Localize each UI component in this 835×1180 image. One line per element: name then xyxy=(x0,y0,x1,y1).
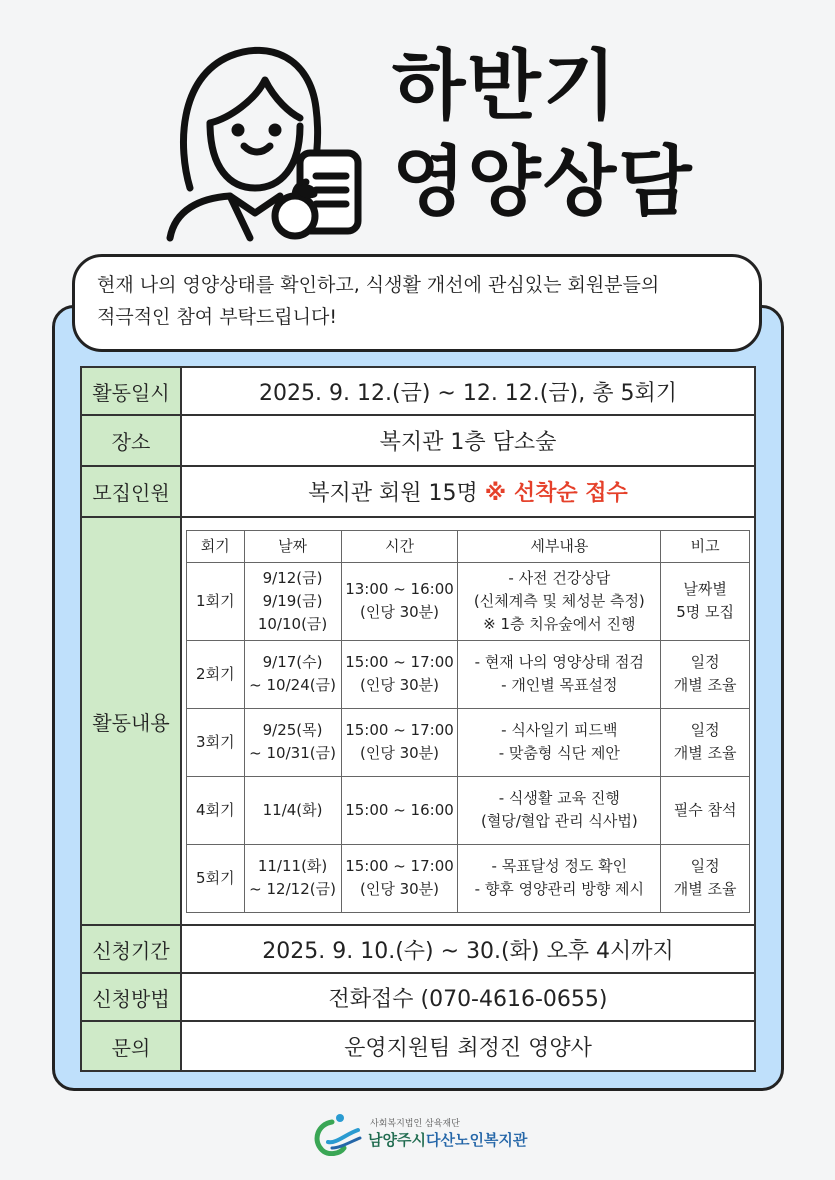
intro-line-1: 현재 나의 영양상태를 확인하고, 식생활 개선에 관심있는 회원분들의 xyxy=(97,274,660,296)
apply-period-value: 2025. 9. 10.(수) ~ 30.(화) 오후 4시까지 xyxy=(181,925,755,973)
details-cell-line: - 식생활 교육 진행 xyxy=(498,789,620,807)
date-cell xyxy=(244,562,341,640)
period-value: 2025. 9. 12.(금) ~ 12. 12.(금), 총 5회기 xyxy=(181,367,755,415)
info-row-place xyxy=(81,415,755,466)
session-cell: 2회기 xyxy=(187,640,245,708)
recruit-value: 복지관 회원 15명 xyxy=(308,481,478,506)
time-cell xyxy=(341,640,458,708)
time-cell-line: (인당 30분) xyxy=(359,676,440,694)
details-cell xyxy=(458,776,661,844)
note-cell xyxy=(661,776,750,844)
time-cell-line: 15:00 ~ 17:00 xyxy=(345,857,454,875)
date-cell-line: 10/10(금) xyxy=(257,614,328,633)
details-cell-line: - 맞춤형 식단 제안 xyxy=(498,744,620,762)
header-time: 시간 xyxy=(341,530,458,562)
header-note: 비고 xyxy=(661,530,750,562)
session-cell: 1회기 xyxy=(187,562,245,640)
date-cell-line: 9/25(목) xyxy=(262,721,323,739)
header-date: 날짜 xyxy=(244,530,341,562)
details-cell-line: - 현재 나의 영양상태 점검 xyxy=(474,653,645,671)
note-cell xyxy=(661,708,750,776)
date-cell-line: ~ 10/24(금) xyxy=(249,676,336,694)
details-cell-line: - 향후 영양관리 방향 제시 xyxy=(474,880,645,898)
details-cell-line: (신체계측 및 체성분 측정) xyxy=(473,591,645,610)
date-cell xyxy=(244,844,341,912)
date-cell-line: ~ 10/31(금) xyxy=(249,744,336,762)
date-cell xyxy=(244,640,341,708)
date-cell-line: 9/17(수) xyxy=(262,653,323,671)
title-line-1: 하반기 xyxy=(392,41,619,130)
schedule-row xyxy=(187,844,750,912)
header-details: 세부내용 xyxy=(458,530,661,562)
page-title xyxy=(392,38,694,230)
details-cell-line: ※ 1층 치유숲에서 진행 xyxy=(483,614,636,633)
contact-value: 운영지원팀 최정진 영양사 xyxy=(181,1021,755,1071)
schedule-table xyxy=(186,530,750,913)
time-cell xyxy=(341,562,458,640)
org-name-part2: 다산노인복지관 xyxy=(425,1131,528,1149)
note-cell-line: 날짜별 xyxy=(683,580,727,598)
session-cell: 4회기 xyxy=(187,776,245,844)
time-cell xyxy=(341,776,458,844)
footer xyxy=(310,1112,540,1156)
session-cell: 3회기 xyxy=(187,708,245,776)
note-cell-line: 일정 xyxy=(690,721,720,739)
note-cell xyxy=(661,844,750,912)
details-cell xyxy=(458,708,661,776)
apply-period-label: 신청기간 xyxy=(81,925,181,973)
recruit-note: ※ 선착순 접수 xyxy=(484,481,628,506)
time-cell xyxy=(341,708,458,776)
note-cell xyxy=(661,562,750,640)
apply-method-value: 전화접수 (070-4616-0655) xyxy=(181,973,755,1021)
schedule-row xyxy=(187,562,750,640)
date-cell-line: 11/11(화) xyxy=(257,857,328,875)
note-cell-line: 필수 참석 xyxy=(673,800,737,819)
time-cell-line: (인당 30분) xyxy=(359,880,440,898)
place-label: 장소 xyxy=(81,415,181,466)
org-small-text: 사회복지법인 삼육재단 xyxy=(370,1119,460,1129)
time-cell xyxy=(341,844,458,912)
info-row-contact xyxy=(81,1021,755,1071)
welfare-center-logo-icon xyxy=(310,1112,362,1156)
recruit-value-cell xyxy=(181,466,755,517)
content-label: 활동내용 xyxy=(81,517,181,925)
note-cell-line: 일정 xyxy=(690,857,720,875)
time-cell-line: (인당 30분) xyxy=(359,744,440,762)
date-cell-line: 11/4(화) xyxy=(262,800,323,819)
schedule-header-row xyxy=(187,530,750,562)
info-row-apply-period xyxy=(81,925,755,973)
date-cell-line: ~ 12/12(금) xyxy=(249,880,336,898)
time-cell-line: 15:00 ~ 16:00 xyxy=(345,800,454,819)
details-cell-line: - 사전 건강상담 xyxy=(508,568,611,587)
time-cell-line: 15:00 ~ 17:00 xyxy=(345,721,454,739)
schedule-row xyxy=(187,776,750,844)
org-name-part1: 남양주시 xyxy=(368,1131,426,1149)
note-cell-line: 일정 xyxy=(690,653,720,671)
schedule-cell xyxy=(181,517,755,925)
nutritionist-with-apple-and-clipboard-icon xyxy=(160,38,370,248)
details-cell xyxy=(458,562,661,640)
info-row-content xyxy=(81,517,755,925)
date-cell xyxy=(244,708,341,776)
time-cell-line: 13:00 ~ 16:00 xyxy=(345,580,454,598)
details-cell xyxy=(458,844,661,912)
note-cell xyxy=(661,640,750,708)
note-cell-line: 개별 조율 xyxy=(673,676,737,694)
title-line-2: 영양상담 xyxy=(392,137,694,226)
info-table xyxy=(80,366,756,1072)
time-cell-line: (인당 30분) xyxy=(359,603,440,621)
info-row-period xyxy=(81,367,755,415)
apply-method-label: 신청방법 xyxy=(81,973,181,1021)
info-row-apply-method xyxy=(81,973,755,1021)
time-cell-line: 15:00 ~ 17:00 xyxy=(345,653,454,671)
date-cell-line: 9/19(금) xyxy=(262,591,323,610)
header-session: 회기 xyxy=(187,530,245,562)
note-cell-line: 개별 조율 xyxy=(673,744,737,762)
place-value: 복지관 1층 담소숲 xyxy=(181,415,755,466)
note-cell-line: 개별 조율 xyxy=(673,880,737,898)
contact-label: 문의 xyxy=(81,1021,181,1071)
date-cell-line: 9/12(금) xyxy=(262,568,323,587)
intro-line-2: 적극적인 참여 부탁드립니다! xyxy=(97,306,337,328)
note-cell-line: 5명 모집 xyxy=(676,603,734,621)
session-cell: 5회기 xyxy=(187,844,245,912)
org-name xyxy=(368,1129,527,1150)
date-cell xyxy=(244,776,341,844)
recruit-label: 모집인원 xyxy=(81,466,181,517)
period-label: 활동일시 xyxy=(81,367,181,415)
details-cell-line: - 식사일기 피드백 xyxy=(501,721,618,739)
details-cell xyxy=(458,640,661,708)
details-cell-line: - 목표달성 정도 확인 xyxy=(491,857,628,875)
intro-bubble xyxy=(72,254,762,352)
schedule-row xyxy=(187,708,750,776)
details-cell-line: (혈당/혈압 관리 식사법) xyxy=(480,812,638,830)
details-cell-line: - 개인별 목표설정 xyxy=(501,676,618,694)
schedule-row xyxy=(187,640,750,708)
info-row-recruit xyxy=(81,466,755,517)
